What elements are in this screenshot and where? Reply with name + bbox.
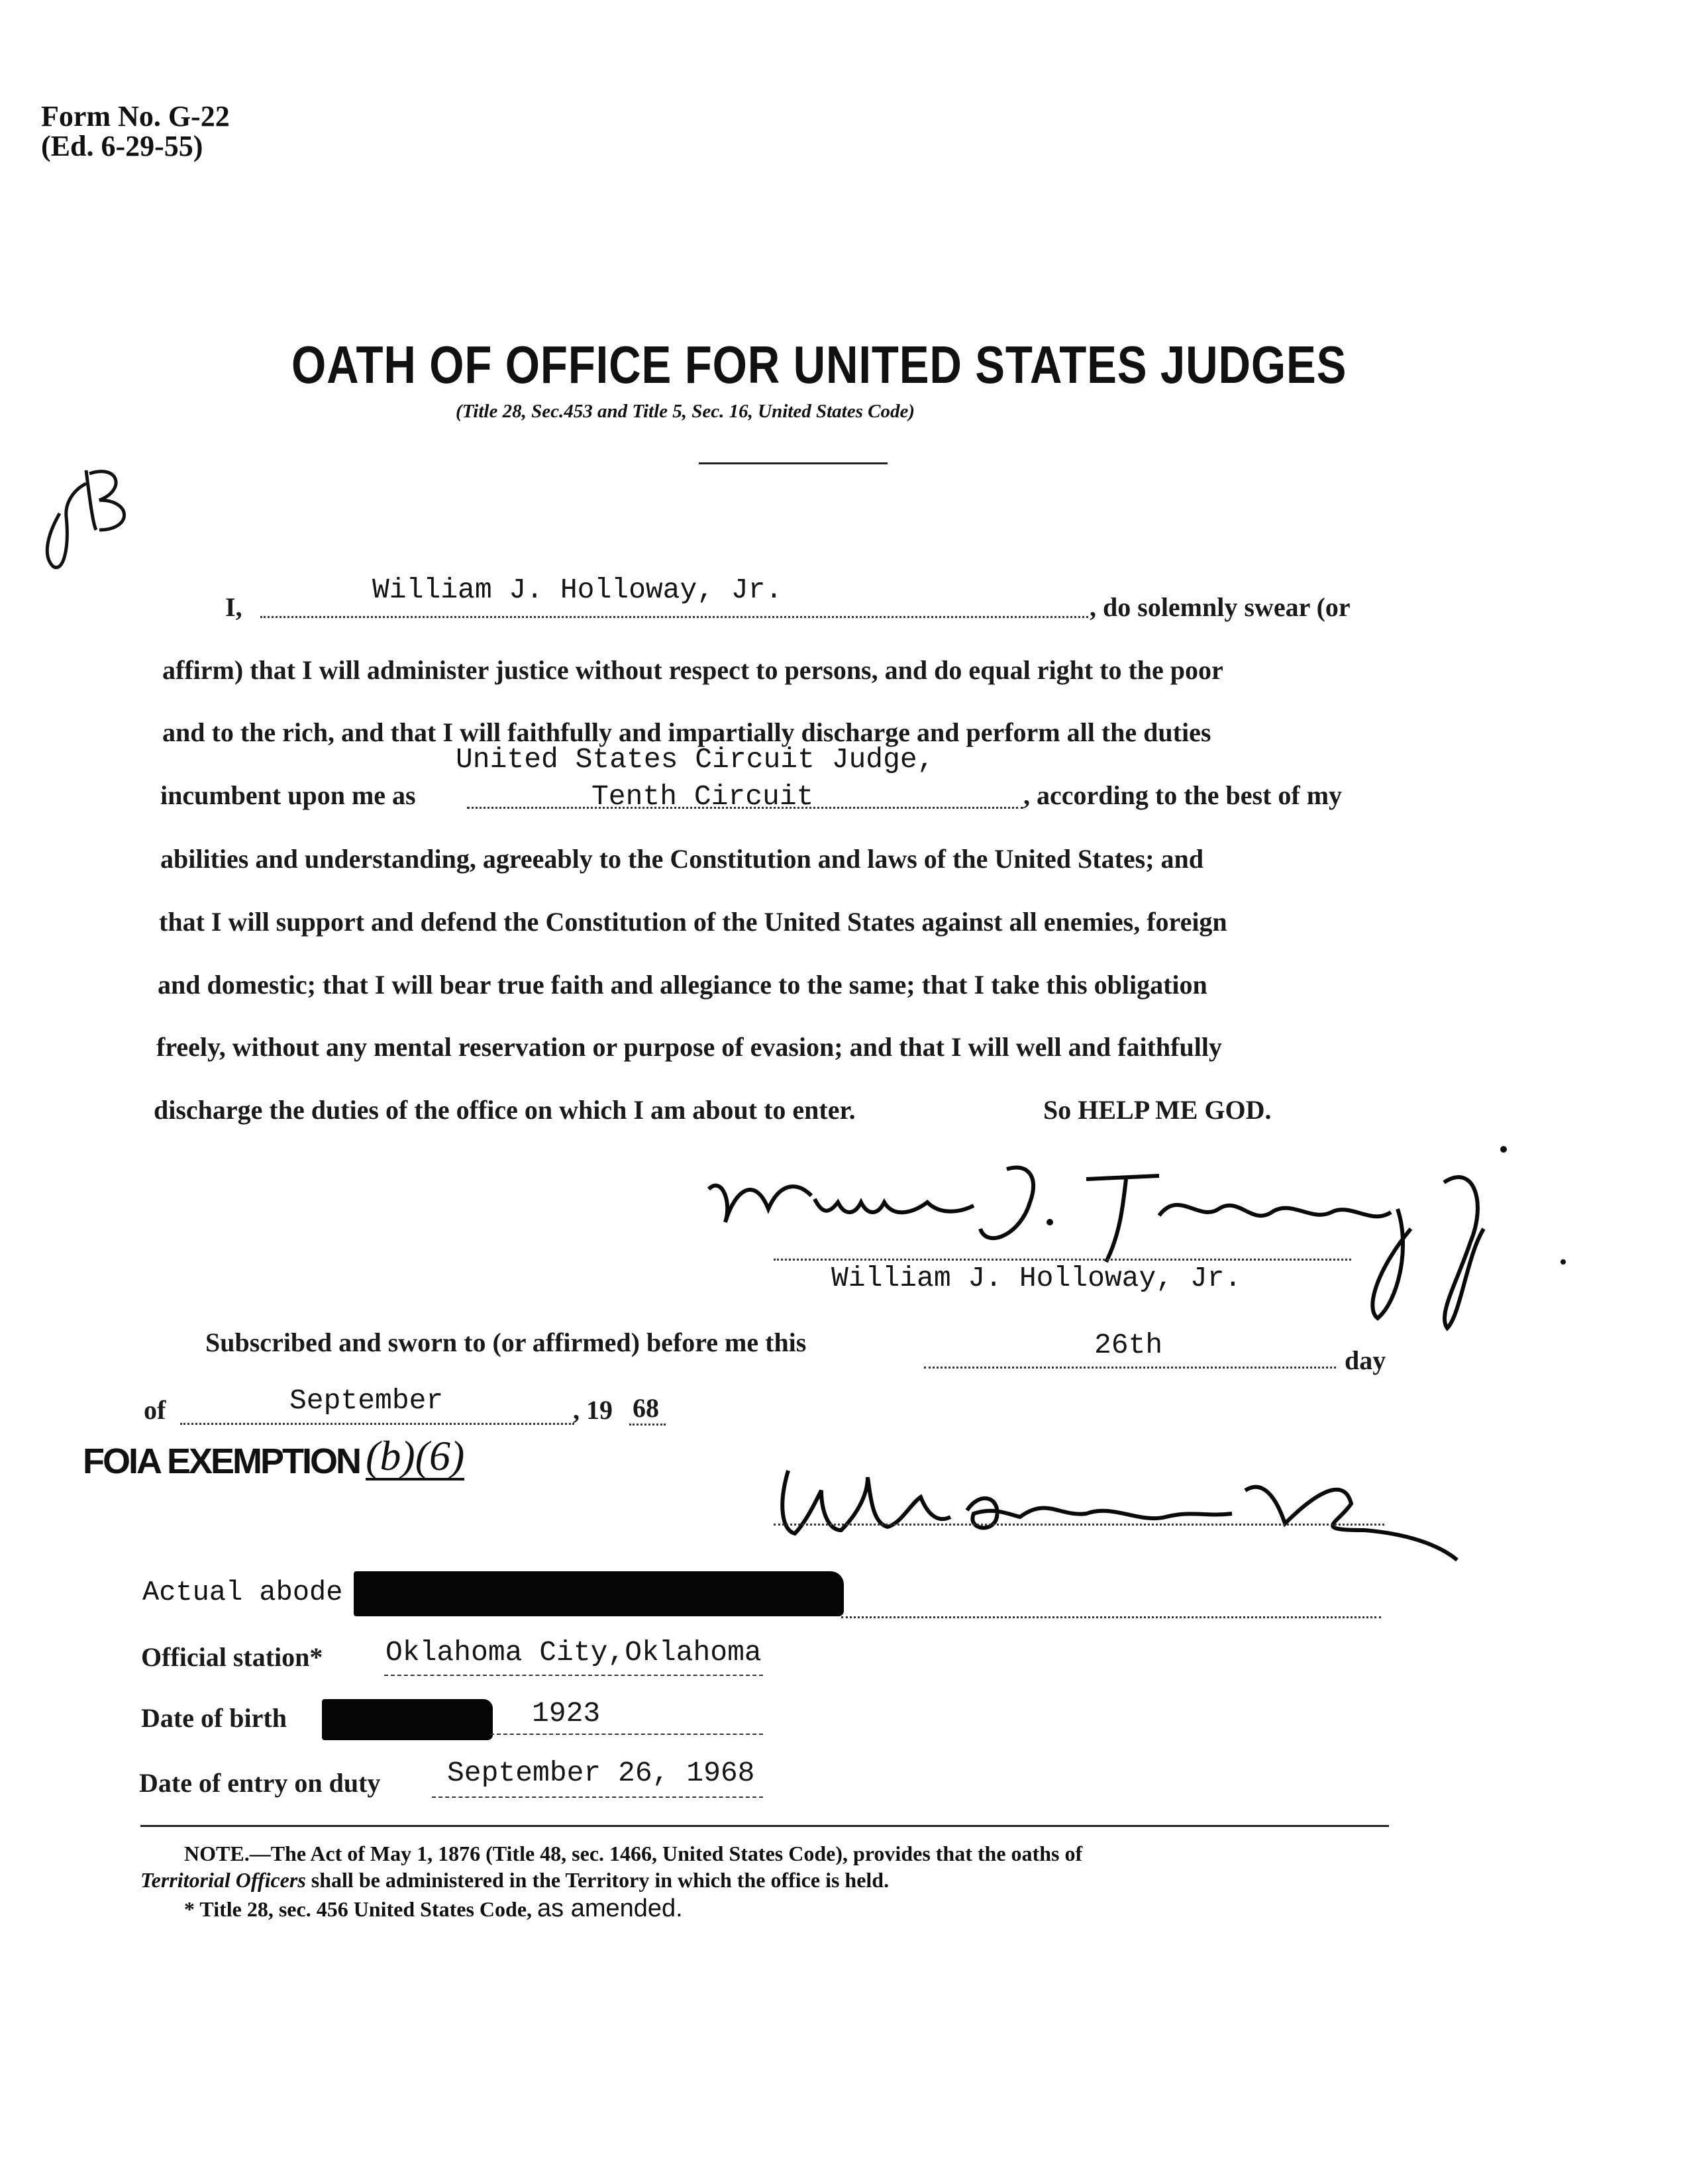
oath-line-6: that I will support and defend the Constitution of the United States against all enemies, foreign bbox=[159, 907, 1227, 937]
abode-underline bbox=[841, 1616, 1381, 1618]
page-title: OATH OF OFFICE FOR UNITED STATES JUDGES bbox=[291, 335, 1347, 394]
year-suffix: 68 bbox=[629, 1392, 666, 1426]
oath-line-8: freely, without any mental reservation or purpose of evasion; and that I will well and faithfully bbox=[156, 1032, 1222, 1062]
footnote-typed: * Title 28, sec. 456 United States Code, bbox=[184, 1897, 533, 1921]
note-line-2-rest: shall be administered in the Territory in which the office is held. bbox=[311, 1868, 890, 1892]
abode-label: Actual abode bbox=[142, 1577, 343, 1608]
form-number: Form No. G-22 bbox=[41, 100, 230, 132]
form-edition: (Ed. 6-29-55) bbox=[41, 130, 203, 162]
subscribed-day-field: 26th bbox=[1094, 1329, 1163, 1361]
entry-underline bbox=[432, 1796, 763, 1798]
year-prefix: , 19 bbox=[573, 1395, 613, 1425]
oath-line-2: affirm) that I will administer justice without respect to persons, and do equal right to the poor bbox=[162, 655, 1223, 685]
position-circuit-field: Tenth Circuit bbox=[591, 780, 814, 813]
oath-after-name: , do solemnly swear (or bbox=[1090, 592, 1351, 622]
oath-name-field: William J. Holloway, Jr. bbox=[372, 574, 783, 606]
oath-line-7: and domestic; that I will bear true faith and allegiance to the same; that I take this obligation bbox=[158, 970, 1207, 1000]
officer-signature-handwriting bbox=[768, 1451, 1543, 1570]
oath-intro: I, bbox=[225, 592, 242, 622]
month-underline bbox=[180, 1423, 574, 1425]
footnote bbox=[184, 1895, 683, 1923]
footnote-amended: as amended. bbox=[537, 1895, 683, 1922]
oath-line-5: abilities and understanding, agreeably to the Constitution and laws of the United States; and bbox=[160, 844, 1204, 874]
birth-redaction bbox=[322, 1699, 493, 1740]
note-line-1: NOTE.—The Act of May 1, 1876 (Title 48, sec. 1466, United States Code), provides that the oaths of bbox=[184, 1842, 1083, 1865]
birth-underline bbox=[490, 1734, 763, 1735]
oath-line-4-end: , according to the best of my bbox=[1023, 780, 1343, 810]
day-underline bbox=[924, 1367, 1336, 1369]
margin-initials-handwriting bbox=[33, 444, 146, 576]
entry-label: Date of entry on duty bbox=[139, 1768, 381, 1798]
officer-signature-underline bbox=[774, 1524, 1384, 1526]
note-separator bbox=[140, 1825, 1389, 1827]
page-subtitle: (Title 28, Sec.453 and Title 5, Sec. 16, United States Code) bbox=[456, 401, 915, 422]
typed-signature-name: William J. Holloway, Jr. bbox=[831, 1262, 1242, 1294]
day-label: day bbox=[1345, 1345, 1386, 1375]
birth-year-field: 1923 bbox=[532, 1697, 601, 1730]
station-label: Official station* bbox=[141, 1642, 323, 1672]
foia-exemption-label: FOIA EXEMPTION bbox=[83, 1441, 360, 1481]
entry-date-field: September 26, 1968 bbox=[447, 1757, 755, 1789]
oath-line-9: discharge the duties of the office on which I am about to enter. bbox=[154, 1095, 856, 1125]
abode-redaction bbox=[354, 1571, 844, 1616]
subscribed-text: Subscribed and sworn to (or affirmed) before me this bbox=[205, 1327, 807, 1357]
oath-line-3: and to the rich, and that I will faithfully and impartially discharge and perform all the duties bbox=[162, 717, 1211, 747]
foia-exemption-code: (b)(6) bbox=[366, 1432, 465, 1479]
oath-closing: So HELP ME GOD. bbox=[1043, 1095, 1272, 1125]
note-line-2 bbox=[140, 1868, 889, 1893]
station-field: Oklahoma City,Oklahoma bbox=[385, 1636, 762, 1669]
title-rule bbox=[699, 462, 888, 464]
of-label: of bbox=[144, 1395, 166, 1425]
birth-label: Date of birth bbox=[141, 1703, 287, 1733]
name-underline bbox=[260, 616, 1088, 618]
note-line-2-italic: Territorial Officers bbox=[140, 1868, 306, 1892]
station-underline bbox=[384, 1675, 763, 1676]
signature-underline bbox=[774, 1259, 1351, 1261]
oath-line-4-start: incumbent upon me as bbox=[160, 780, 416, 810]
judge-signature-handwriting bbox=[695, 1149, 1570, 1348]
subscribed-month-field: September bbox=[289, 1384, 444, 1417]
position-title-field: United States Circuit Judge, bbox=[456, 743, 935, 776]
